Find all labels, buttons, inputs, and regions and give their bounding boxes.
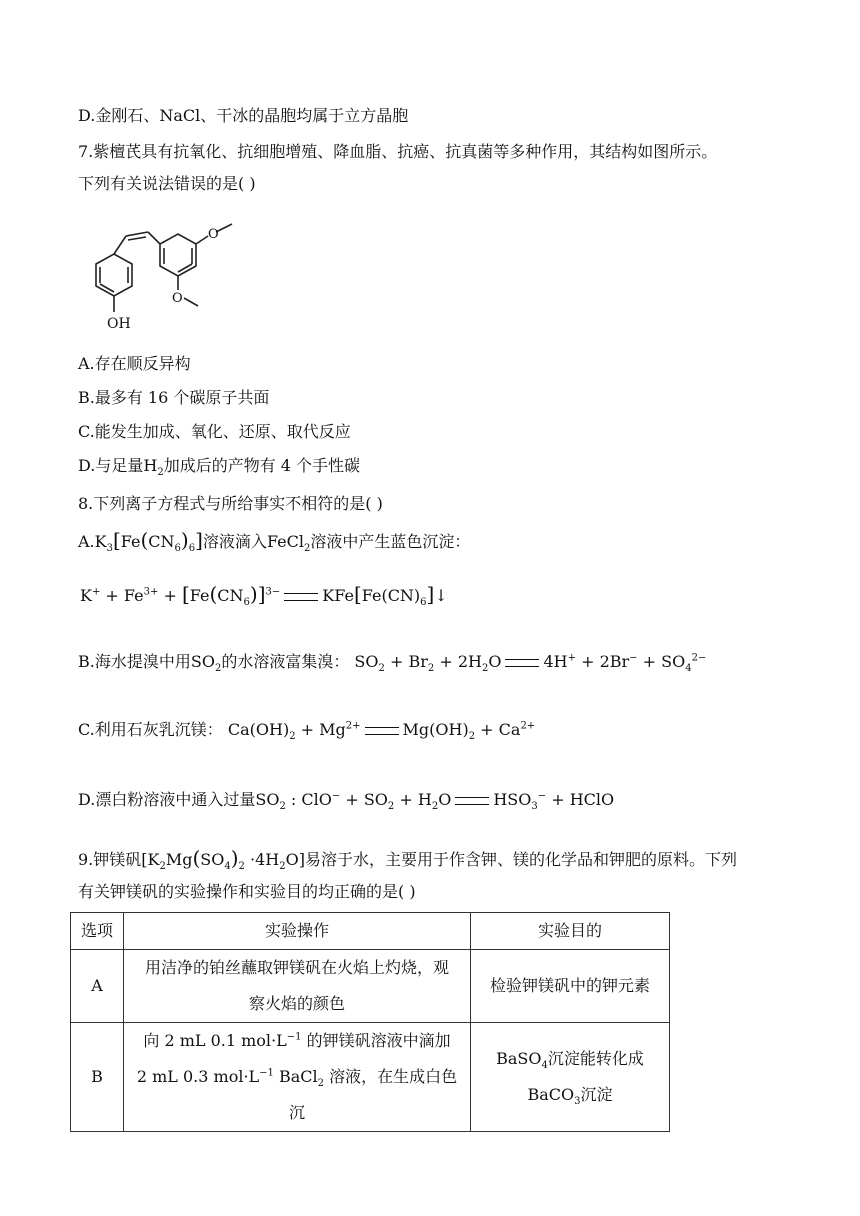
ome-top-label: O xyxy=(208,227,219,242)
q8-stem: 8.下列离子方程式与所给事实不相符的是( ) xyxy=(78,494,383,513)
q8-option-a-equation: $K^+ + Fe^{3+} + [Fe(CN_6)]^{3-}$ $KFe[Fe(CN)_6]↓$ xyxy=(80,582,448,609)
q7-option-d: D.与足量$H_2$加成后的产物有 4 个手性碳 xyxy=(78,456,361,479)
q7-stem-line1: 7.紫檀芪具有抗氧化、抗细胞增殖、降血脂、抗癌、抗真菌等多种作用，其结构如图所示。 xyxy=(78,142,718,161)
table-row xyxy=(71,1023,670,1132)
q6-option-d: D.金刚石、NaCl、干冰的晶胞均属于立方晶胞 xyxy=(78,106,409,125)
q7-stem-line2: 下列有关说法错误的是( ) xyxy=(78,174,256,193)
table-row xyxy=(71,950,670,1023)
pterostilbene-structure xyxy=(84,214,244,338)
table-header-row xyxy=(71,913,670,950)
row-a-operation: 用洁净的铂丝蘸取钾镁矾在火焰上灼烧，观 察火焰的颜色 xyxy=(124,950,471,1023)
row-a-goal: 检验钾镁矾中的钾元素 xyxy=(471,950,670,1023)
q8-option-d: D.漂白粉溶液中通入过量$SO_2$ : $ClO^- + SO_2 + H_2O$ $HSO_3^-$ + HClO xyxy=(78,790,615,813)
q8-option-a: $A.K_3[Fe(CN_6)_6]$溶液滴入FeCl$_2$溶液中产生蓝色沉淀： xyxy=(78,528,471,555)
q9-stem-line1: 9.钾镁矾$[K_2Mg(SO_4)_2 \cdot 4H_2O]$易溶于水，主要用于作含钾、镁的化学品和钾肥的原料。下列 xyxy=(78,846,737,873)
row-a-label: A xyxy=(71,950,124,1023)
q9-options-table xyxy=(70,912,670,1132)
q7-option-a: A.存在顺反异构 xyxy=(78,354,191,373)
oh-label: OH xyxy=(107,316,131,332)
header-goal: 实验目的 xyxy=(471,913,670,950)
ome-bottom-label: O xyxy=(172,291,183,306)
q8-option-c: C.利用石灰乳沉镁： $Ca(OH)_2 + Mg^{2+}$ $Mg(OH)_2 + Ca^{2+}$ xyxy=(78,720,536,743)
q9-stem-line2: 有关钾镁矾的实验操作和实验目的均正确的是( ) xyxy=(78,882,416,901)
q7-option-c: C.能发生加成、氧化、还原、取代反应 xyxy=(78,422,351,441)
q7-option-b: B.最多有 16 个碳原子共面 xyxy=(78,388,270,407)
row-b-label: B xyxy=(71,1023,124,1132)
row-b-goal: BaSO$_4$沉淀能转化成 BaCO$_3$沉淀 xyxy=(471,1023,670,1132)
header-operation: 实验操作 xyxy=(124,913,471,950)
q8-option-b: B.海水提溴中用$SO_2$的水溶液富集溴： $SO_2 + Br_2 + 2H_2O$ $4H^+ + 2Br^- + SO_4^{2-}$ xyxy=(78,652,707,675)
row-b-operation: 向 2 mL 0.1 $mol\cdot L^{-1}$ 的钾镁矾溶液中滴加 2 mL 0.3 $mol\cdot L^{-1}$ BaCl$_2$ 溶液，在生成白色沉 xyxy=(124,1023,471,1132)
header-option: 选项 xyxy=(71,913,124,950)
